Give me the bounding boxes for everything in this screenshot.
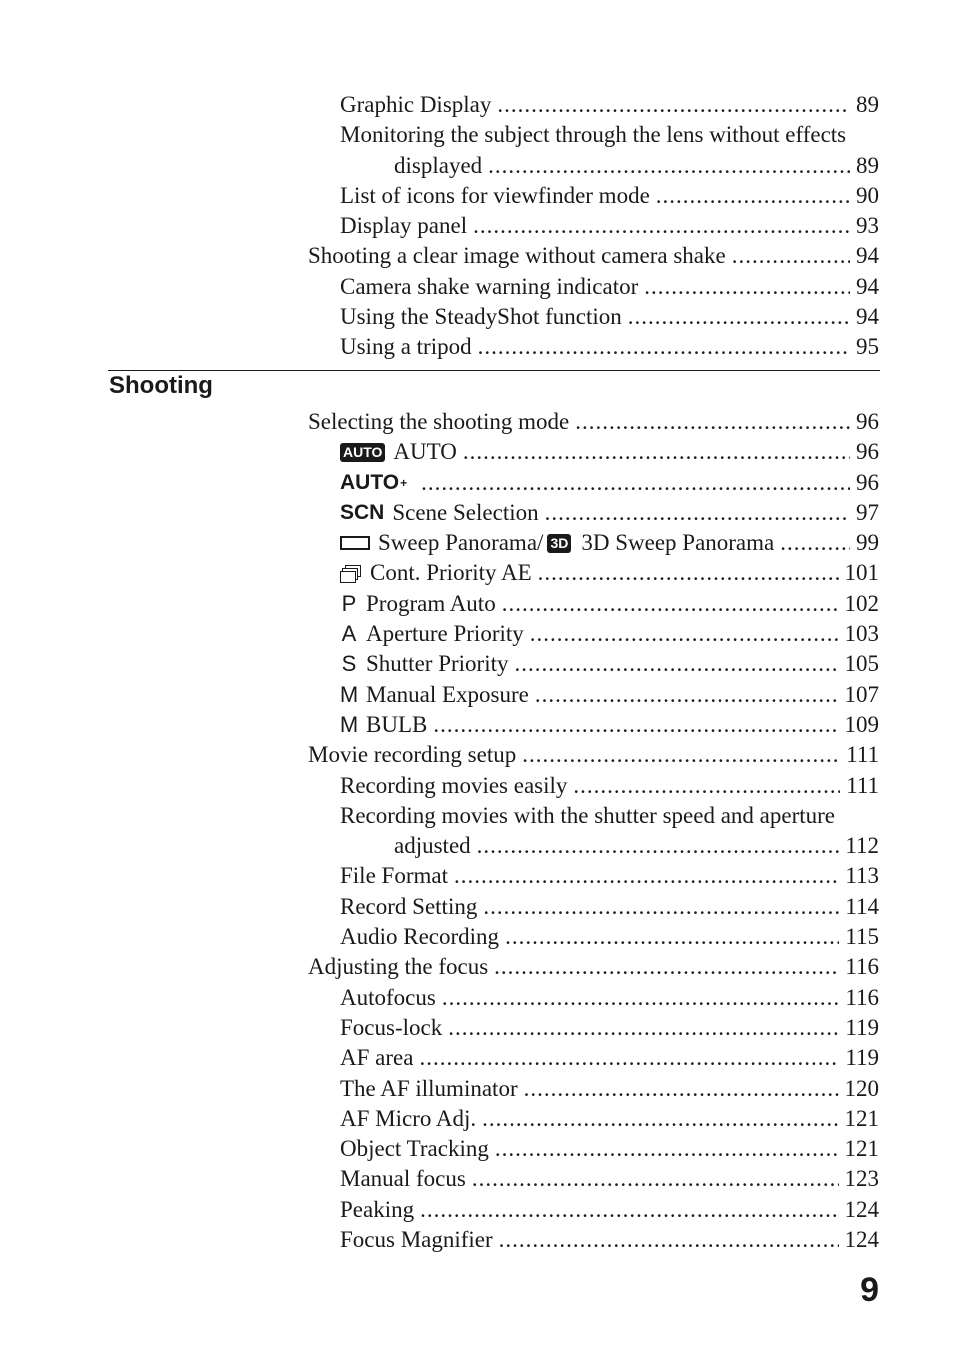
entry-page-number: 113: [845, 863, 879, 889]
entry-title: Recording movies easily: [340, 772, 568, 798]
sweep-panorama-icon: [340, 536, 370, 550]
toc-top-list: [0, 90, 954, 363]
entry-page-number: 103: [844, 621, 879, 647]
section-divider: [108, 370, 880, 371]
dot-leader: [522, 740, 840, 770]
entry-title: AF area: [340, 1045, 414, 1071]
dot-leader: [545, 498, 850, 528]
dot-leader: [494, 952, 839, 982]
continuous-priority-icon: [340, 565, 362, 582]
dot-leader: [448, 1013, 839, 1043]
entry-title: AUTO: [393, 439, 457, 465]
entry-title: Sweep Panorama/: [378, 530, 544, 556]
toc-shooting-list: [0, 407, 954, 1255]
dot-leader: [421, 468, 850, 498]
entry-title: Monitoring the subject through the lens without effects: [340, 122, 847, 148]
toc-subentry[interactable]: [0, 1013, 954, 1043]
dot-leader: [732, 241, 850, 271]
superior-auto-icon: [340, 468, 407, 498]
entry-page-number: 115: [845, 924, 879, 950]
toc-subentry[interactable]: [0, 1195, 954, 1225]
entry-page-number: 121: [844, 1105, 879, 1131]
toc-subentry[interactable]: [0, 181, 954, 211]
entry-page-number: 112: [845, 833, 879, 859]
icon-label: SCN: [340, 500, 385, 524]
toc-subentry[interactable]: [0, 771, 954, 801]
section-title: Shooting: [109, 372, 213, 399]
entry-title: Adjusting the focus: [308, 954, 489, 980]
toc-subentry[interactable]: [0, 437, 954, 467]
icon-label: AUTO: [340, 470, 400, 494]
dot-leader: [575, 407, 850, 437]
entry-title: Manual focus: [340, 1166, 466, 1192]
entry-title-continued: adjusted: [394, 833, 471, 859]
toc-subentry[interactable]: [0, 90, 954, 120]
toc-subentry[interactable]: [0, 892, 954, 922]
entry-title: BULB: [366, 711, 428, 737]
dot-leader: [495, 1134, 839, 1164]
entry-title: Focus Magnifier: [340, 1227, 493, 1253]
entry-title: AF Micro Adj.: [340, 1105, 477, 1131]
entry-title: Cont. Priority AE: [370, 560, 532, 586]
aperture-priority-icon: A: [341, 621, 357, 647]
toc-subentry[interactable]: [0, 861, 954, 891]
dot-leader: [420, 1195, 838, 1225]
page-number: 9: [860, 1271, 879, 1309]
entry-title: Display panel: [340, 213, 468, 239]
entry-page-number: 96: [856, 469, 879, 495]
entry-page-number: 116: [845, 954, 879, 980]
entry-title: Using the SteadyShot function: [340, 304, 622, 330]
entry-page-number: 119: [845, 1045, 879, 1071]
toc-subentry[interactable]: [0, 619, 954, 649]
entry-title: Program Auto: [366, 590, 496, 616]
toc-subentry[interactable]: [0, 1164, 954, 1194]
dot-leader: [497, 90, 850, 120]
entry-page-number: 111: [846, 742, 879, 768]
toc-subentry[interactable]: [0, 211, 954, 241]
entry-page-number: 99: [856, 530, 879, 556]
entry-page-number: 102: [844, 590, 879, 616]
dot-leader: [483, 892, 839, 922]
toc-heading-entry[interactable]: [0, 407, 954, 437]
toc-subentry[interactable]: [0, 1104, 954, 1134]
entry-page-number: 119: [845, 1014, 879, 1040]
entry-page-number: 94: [856, 273, 879, 299]
entry-title: Shooting a clear image without camera shake: [308, 243, 726, 269]
entry-title: Focus-lock: [340, 1014, 443, 1040]
dot-leader: [656, 181, 850, 211]
toc-subentry[interactable]: [0, 558, 954, 588]
entry-page-number: 101: [844, 560, 879, 586]
dot-leader: [454, 861, 839, 891]
3d-icon: 3D: [547, 534, 571, 553]
entry-page-number: 120: [844, 1075, 879, 1101]
entry-page-number: 94: [856, 304, 879, 330]
icon-superscript: +: [400, 475, 408, 490]
entry-page-number: 124: [844, 1227, 879, 1253]
entry-page-number: 95: [856, 334, 879, 360]
entry-title: Autofocus: [340, 984, 436, 1010]
dot-leader: [780, 528, 850, 558]
entry-title: File Format: [340, 863, 448, 889]
entry-page-number: 111: [846, 772, 879, 798]
dot-leader: [419, 1043, 839, 1073]
toc-subentry[interactable]: [0, 710, 954, 740]
toc-subentry[interactable]: [0, 983, 954, 1013]
entry-page-number: 94: [856, 243, 879, 269]
dot-leader: [628, 302, 850, 332]
entry-title: Scene Selection: [392, 499, 539, 525]
dot-leader: [478, 332, 850, 362]
dot-leader: [502, 589, 839, 619]
entry-title: List of icons for viewfinder mode: [340, 182, 650, 208]
toc-subentry[interactable]: [0, 1134, 954, 1164]
entry-page-number: 96: [856, 439, 879, 465]
entry-title: Recording movies with the shutter speed and aperture: [340, 802, 835, 828]
toc-subentry[interactable]: [0, 1074, 954, 1104]
dot-leader: [644, 272, 850, 302]
entry-title: Camera shake warning indicator: [340, 273, 639, 299]
dot-leader: [433, 710, 838, 740]
manual-exposure-icon: M: [339, 681, 359, 707]
dot-leader: [530, 619, 839, 649]
toc-subentry[interactable]: [0, 680, 954, 710]
toc-subentry[interactable]: [0, 1225, 954, 1255]
shutter-priority-icon: S: [341, 651, 357, 677]
entry-page-number: 121: [844, 1136, 879, 1162]
dot-leader: [524, 1074, 839, 1104]
bulb-icon: M: [339, 711, 359, 737]
entry-page-number: 114: [845, 893, 879, 919]
entry-page-number: 90: [856, 182, 879, 208]
dot-leader: [538, 558, 839, 588]
toc-subentry[interactable]: [0, 302, 954, 332]
entry-title: Movie recording setup: [308, 742, 517, 768]
toc-subentry[interactable]: [0, 332, 954, 362]
toc-subentry[interactable]: [0, 498, 954, 528]
dot-leader: [488, 151, 850, 181]
dot-leader: [482, 1104, 838, 1134]
dot-leader: [499, 1225, 839, 1255]
toc-subentry[interactable]: [0, 1043, 954, 1073]
entry-title: The AF illuminator: [340, 1075, 518, 1101]
toc-subentry[interactable]: [0, 120, 954, 181]
entry-title: Aperture Priority: [366, 621, 524, 647]
dot-leader: [535, 680, 839, 710]
entry-title: Audio Recording: [340, 924, 500, 950]
toc-subentry[interactable]: [0, 649, 954, 679]
toc-subentry[interactable]: [0, 922, 954, 952]
program-auto-icon: P: [341, 590, 357, 616]
toc-subentry[interactable]: [0, 589, 954, 619]
entry-title: Record Setting: [340, 893, 478, 919]
toc-heading-entry[interactable]: [0, 952, 954, 982]
entry-title: Manual Exposure: [366, 681, 529, 707]
dot-leader: [573, 771, 840, 801]
entry-page-number: 109: [844, 711, 879, 737]
entry-page-number: 97: [856, 499, 879, 525]
entry-page-number: 89: [856, 92, 879, 117]
entry-page-number: 124: [844, 1196, 879, 1222]
entry-title: Graphic Display: [340, 92, 492, 117]
toc-heading-entry[interactable]: [0, 740, 954, 770]
dot-leader: [473, 211, 850, 241]
entry-title-second: 3D Sweep Panorama: [581, 530, 775, 556]
toc-subentry[interactable]: [0, 528, 954, 558]
entry-page-number: 105: [844, 651, 879, 677]
entry-page-number: 107: [844, 681, 879, 707]
entry-page-number: 89: [856, 152, 879, 178]
entry-page-number: 123: [844, 1166, 879, 1192]
entry-title: Object Tracking: [340, 1136, 489, 1162]
dot-leader: [514, 649, 838, 679]
dot-leader: [472, 1164, 839, 1194]
toc-heading-entry[interactable]: [0, 241, 954, 271]
entry-title: Shutter Priority: [366, 651, 509, 677]
entry-page-number: 96: [856, 409, 879, 434]
scene-selection-icon: [340, 498, 384, 528]
entry-title: Selecting the shooting mode: [308, 409, 570, 434]
entry-page-number: 93: [856, 213, 879, 239]
toc-subentry[interactable]: [0, 801, 954, 862]
entry-title-continued: displayed: [394, 152, 483, 178]
dot-leader: [463, 437, 850, 467]
toc-subentry[interactable]: [0, 272, 954, 302]
auto-mode-icon: AUTO: [340, 443, 385, 462]
entry-title: Using a tripod: [340, 334, 472, 360]
dot-leader: [442, 983, 840, 1013]
entry-title: Peaking: [340, 1196, 415, 1222]
toc-subentry[interactable]: [0, 468, 954, 498]
dot-leader: [477, 831, 840, 861]
entry-page-number: 116: [845, 984, 879, 1010]
dot-leader: [505, 922, 839, 952]
